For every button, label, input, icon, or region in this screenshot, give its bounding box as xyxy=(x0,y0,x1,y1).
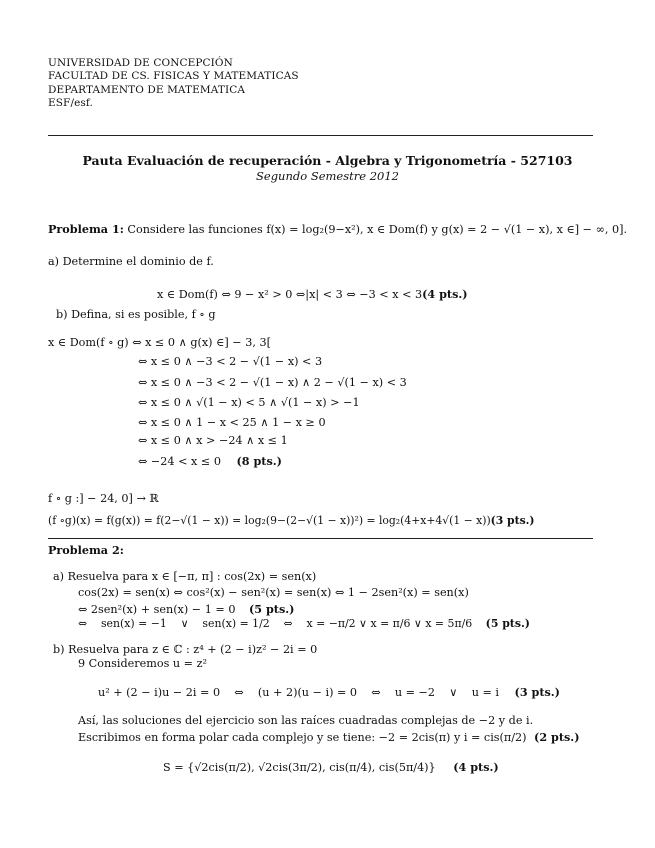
p1-b-line-3: ⇔ x ≤ 0 ∧ √(1 − x) < 5 ∧ √(1 − x) > −1 xyxy=(138,396,360,409)
section-rule xyxy=(48,538,593,539)
p1-b-line-6: ⇔ −24 < x ≤ 0 xyxy=(138,455,221,468)
p2-a-line-2-points: (5 pts.) xyxy=(249,602,295,616)
p1-a-eq-text: x ∈ Dom(f) ⇔ 9 − x² > 0 ⇔|x| < 3 ⇔ −3 < x < 3 xyxy=(157,288,423,301)
p1-b-line-5: ⇔ x ≤ 0 ∧ x > −24 ∧ x ≤ 1 xyxy=(138,434,288,447)
p2-a-line-2: ⇔ 2sen²(x) + sen(x) − 1 = 0 xyxy=(78,603,236,616)
problem-1-text: Considere las funciones f(x) = log₂(9−x²), x ∈ Dom(f) y g(x) = 2 − √(1 − x), x ∈] − ∞, 0]. xyxy=(127,223,628,236)
p2-b-equation-points: (3 pts.) xyxy=(514,685,560,699)
header-faculty: FACULTAD DE CS. FISICAS Y MATEMATICAS xyxy=(48,70,299,82)
problem-2-heading: Problema 2: xyxy=(48,543,124,557)
p2-b-equation: u² + (2 − i)u − 2i = 0 ⇔ (u + 2)(u − i) = 0 ⇔ u = −2 ∨ u = i xyxy=(98,686,499,699)
p1-a-label: a) Determine el dominio de f. xyxy=(48,255,214,268)
p2-b-solution-wrap xyxy=(163,760,499,774)
p2-a-line-3: ⇔ sen(x) = −1 ∨ sen(x) = 1/2 ⇔ x = −π/2 ∨ x = π/6 ∨ x = 5π/6 xyxy=(78,617,473,630)
p1-a-equation xyxy=(157,287,468,301)
page-subtitle: Segundo Semestre 2012 xyxy=(256,169,399,183)
p1-b-line-2: ⇔ x ≤ 0 ∧ −3 < 2 − √(1 − x) ∧ 2 − √(1 − x) < 3 xyxy=(138,376,407,389)
p2-a-line-3-points: (5 pts.) xyxy=(485,617,530,630)
p2-a-line-2-wrap xyxy=(78,602,294,616)
p2-a-line-1: cos(2x) = sen(x) ⇔ cos²(x) − sen²(x) = sen(x) ⇔ 1 − 2sen²(x) = sen(x) xyxy=(78,586,469,599)
p2-b-line-2: Así, las soluciones del ejercicio son las raíces cuadradas complejas de −2 y de i. xyxy=(78,714,534,727)
p1-b-line-6-wrap xyxy=(138,454,282,468)
p2-b-label: b) Resuelva para z ∈ ℂ : z⁴ + (2 − i)z² − 2i = 0 xyxy=(53,643,318,656)
p1-map-line: f ∘ g :] − 24, 0] → ℝ xyxy=(48,492,159,505)
p2-b-equation-wrap xyxy=(98,685,560,699)
header-rule xyxy=(48,135,593,136)
p2-b-line-3-points: (2 pts.) xyxy=(534,730,580,744)
p1-b-line-0: x ∈ Dom(f ∘ g) ⇔ x ≤ 0 ∧ g(x) ∈] − 3, 3[ xyxy=(48,336,271,349)
p2-a-line-3-wrap xyxy=(78,617,530,630)
header-department: DEPARTAMENTO DE MATEMATICA xyxy=(48,84,246,96)
header-university: UNIVERSIDAD DE CONCEPCIÓN xyxy=(48,57,233,69)
problem-1-heading: Problema 1: xyxy=(48,222,124,236)
p2-b-solution-points: (4 pts.) xyxy=(453,760,499,774)
p2-b-line-3: Escribimos en forma polar cada complejo y se tiene: −2 = 2cis(π) y i = cis(π/2) xyxy=(78,731,527,744)
p2-b-line-3-wrap xyxy=(78,730,580,744)
p2-b-solution: S = {√2cis(π/2), √2cis(3π/2), cis(π/4), cis(5π/4)} xyxy=(163,761,436,774)
p1-b-line-1: ⇔ x ≤ 0 ∧ −3 < 2 − √(1 − x) < 3 xyxy=(138,355,323,368)
p1-def-line-wrap xyxy=(48,514,535,527)
header-initials: ESF/esf. xyxy=(48,97,93,109)
page-title: Pauta Evaluación de recuperación - Algebra y Trigonometría - 527103 xyxy=(82,153,573,168)
p2-a-label: a) Resuelva para x ∈ [−π, π] : cos(2x) = sen(x) xyxy=(53,570,317,583)
p1-def-line: (f ∘g)(x) = f(g(x)) = f(2−√(1 − x)) = log₂(9−(2−√(1 − x))²) = log₂(4+x+4√(1 − x)) xyxy=(48,514,491,527)
problem-1-statement xyxy=(48,222,627,236)
p1-b-points: (8 pts.) xyxy=(236,454,282,468)
p1-b-line-4: ⇔ x ≤ 0 ∧ 1 − x < 25 ∧ 1 − x ≥ 0 xyxy=(138,416,326,429)
p1-b-label: b) Defina, si es posible, f ∘ g xyxy=(56,308,216,321)
p1-def-points: (3 pts.) xyxy=(490,514,535,527)
p1-a-points: (4 pts.) xyxy=(422,287,468,301)
p2-b-line-1: 9 Consideremos u = z² xyxy=(78,657,207,670)
